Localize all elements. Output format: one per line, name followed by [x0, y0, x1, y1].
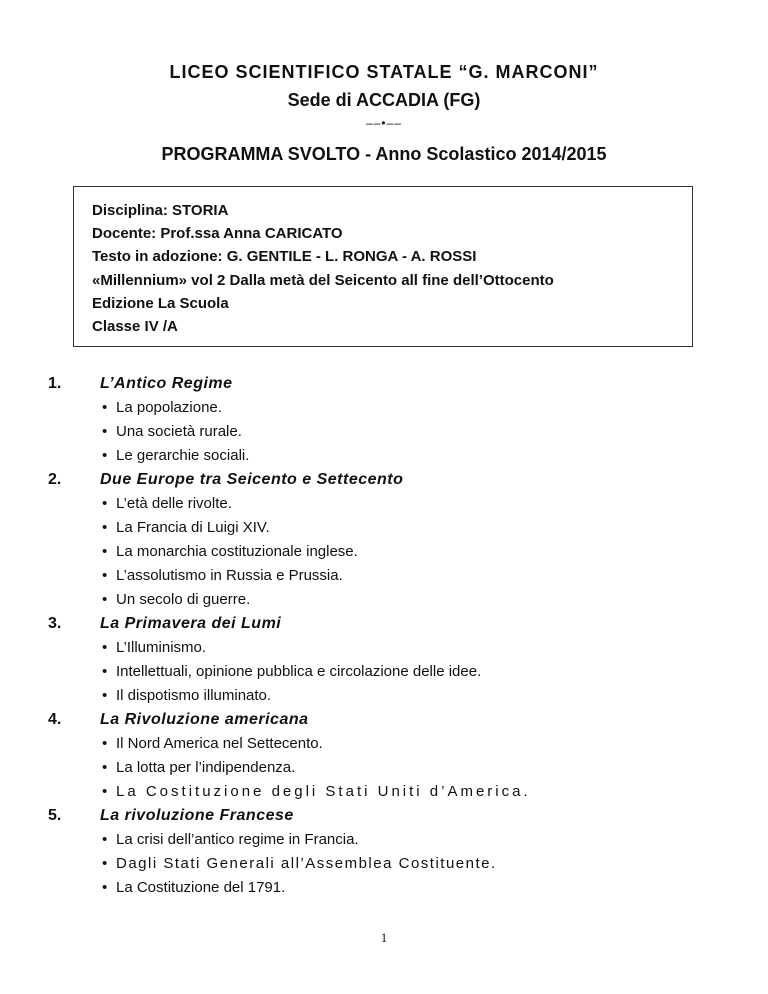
page-number: 1 — [380, 930, 388, 945]
item-text: La Costituzione degli Stati Uniti d’America. — [116, 783, 531, 800]
bullet-icon: • — [102, 663, 108, 680]
section-heading — [48, 612, 748, 636]
list-item — [48, 516, 748, 540]
section-number: 3. — [48, 615, 62, 632]
list-item — [48, 660, 748, 684]
section-heading — [48, 708, 748, 732]
bullet-icon: • — [102, 447, 108, 464]
item-text: La monarchia costituzionale inglese. — [116, 543, 358, 560]
bullet-icon: • — [102, 759, 108, 776]
bullet-icon: • — [102, 423, 108, 440]
bullet-icon: • — [102, 567, 108, 584]
volume-line: «Millennium» vol 2 Dalla metà del Seicento all fine dell’Ottocento — [92, 271, 554, 289]
bullet-icon: • — [102, 687, 108, 704]
item-text: La Francia di Luigi XIV. — [116, 519, 270, 536]
section-number: 4. — [48, 711, 62, 728]
bullet-icon: • — [102, 639, 108, 656]
item-text: Intellettuali, opinione pubblica e circolazione delle idee. — [116, 663, 482, 680]
item-text: L’età delle rivolte. — [116, 495, 232, 512]
list-item — [48, 828, 748, 852]
item-text: Dagli Stati Generali all’Assemblea Costituente. — [116, 855, 497, 872]
section-heading — [48, 468, 748, 492]
header-separator: ––•–– — [366, 116, 402, 130]
course-info-box — [73, 186, 693, 347]
syllabus-section — [48, 372, 748, 468]
list-item — [48, 564, 748, 588]
syllabus-section — [48, 612, 748, 708]
item-text: Le gerarchie sociali. — [116, 447, 250, 464]
section-heading — [48, 372, 748, 396]
bullet-icon: • — [102, 591, 108, 608]
list-item — [48, 732, 748, 756]
list-item — [48, 852, 748, 876]
program-title: PROGRAMMA SVOLTO - Anno Scolastico 2014/2015 — [161, 144, 607, 164]
list-item — [48, 876, 748, 900]
bullet-icon: • — [102, 543, 108, 560]
syllabus-list — [48, 372, 748, 900]
section-heading — [48, 804, 748, 828]
item-text: Una società rurale. — [116, 423, 242, 440]
item-text: L’Illuminismo. — [116, 639, 207, 656]
syllabus-section — [48, 804, 748, 900]
syllabus-section — [48, 468, 748, 612]
section-title: La Rivoluzione americana — [100, 711, 309, 728]
section-number: 5. — [48, 807, 62, 824]
syllabus-section — [48, 708, 748, 804]
item-text: Il dispotismo illuminato. — [116, 687, 272, 704]
bullet-icon: • — [102, 495, 108, 512]
list-item — [48, 444, 748, 468]
school-site: Sede di ACCADIA (FG) — [287, 90, 481, 110]
item-text: La Costituzione del 1791. — [116, 879, 286, 896]
list-item — [48, 756, 748, 780]
bullet-icon: • — [102, 735, 108, 752]
section-title: Due Europe tra Seicento e Settecento — [100, 471, 404, 488]
item-text: La lotta per l’indipendenza. — [116, 759, 296, 776]
item-text: Il Nord America nel Settecento. — [116, 735, 323, 752]
list-item — [48, 540, 748, 564]
item-text: Un secolo di guerre. — [116, 591, 251, 608]
teacher-line: Docente: Prof.ssa Anna CARICATO — [92, 225, 343, 243]
item-text: La crisi dell’antico regime in Francia. — [116, 831, 359, 848]
section-title: L’Antico Regime — [100, 375, 233, 392]
edition-line: Edizione La Scuola — [92, 294, 229, 312]
section-title: La rivoluzione Francese — [100, 807, 294, 824]
bullet-icon: • — [102, 783, 111, 800]
class-line: Classe IV /A — [92, 318, 178, 336]
list-item — [48, 420, 748, 444]
item-text: L’assolutismo in Russia e Prussia. — [116, 567, 343, 584]
list-item — [48, 780, 748, 804]
discipline-line: Disciplina: STORIA — [92, 202, 229, 219]
list-item — [48, 636, 748, 660]
section-number: 1. — [48, 375, 62, 392]
bullet-icon: • — [102, 879, 108, 896]
list-item — [48, 684, 748, 708]
textbook-line: Testo in adozione: G. GENTILE - L. RONGA - A. ROSSI — [92, 248, 477, 266]
bullet-icon: • — [102, 519, 108, 536]
item-text: La popolazione. — [116, 399, 222, 416]
section-title: La Primavera dei Lumi — [100, 615, 282, 632]
school-title: LICEO SCIENTIFICO STATALE “G. MARCONI” — [169, 62, 599, 82]
bullet-icon: • — [102, 399, 108, 416]
section-number: 2. — [48, 471, 62, 488]
bullet-icon: • — [102, 831, 108, 848]
list-item — [48, 588, 748, 612]
list-item — [48, 492, 748, 516]
list-item — [48, 396, 748, 420]
bullet-icon: • — [102, 855, 109, 872]
